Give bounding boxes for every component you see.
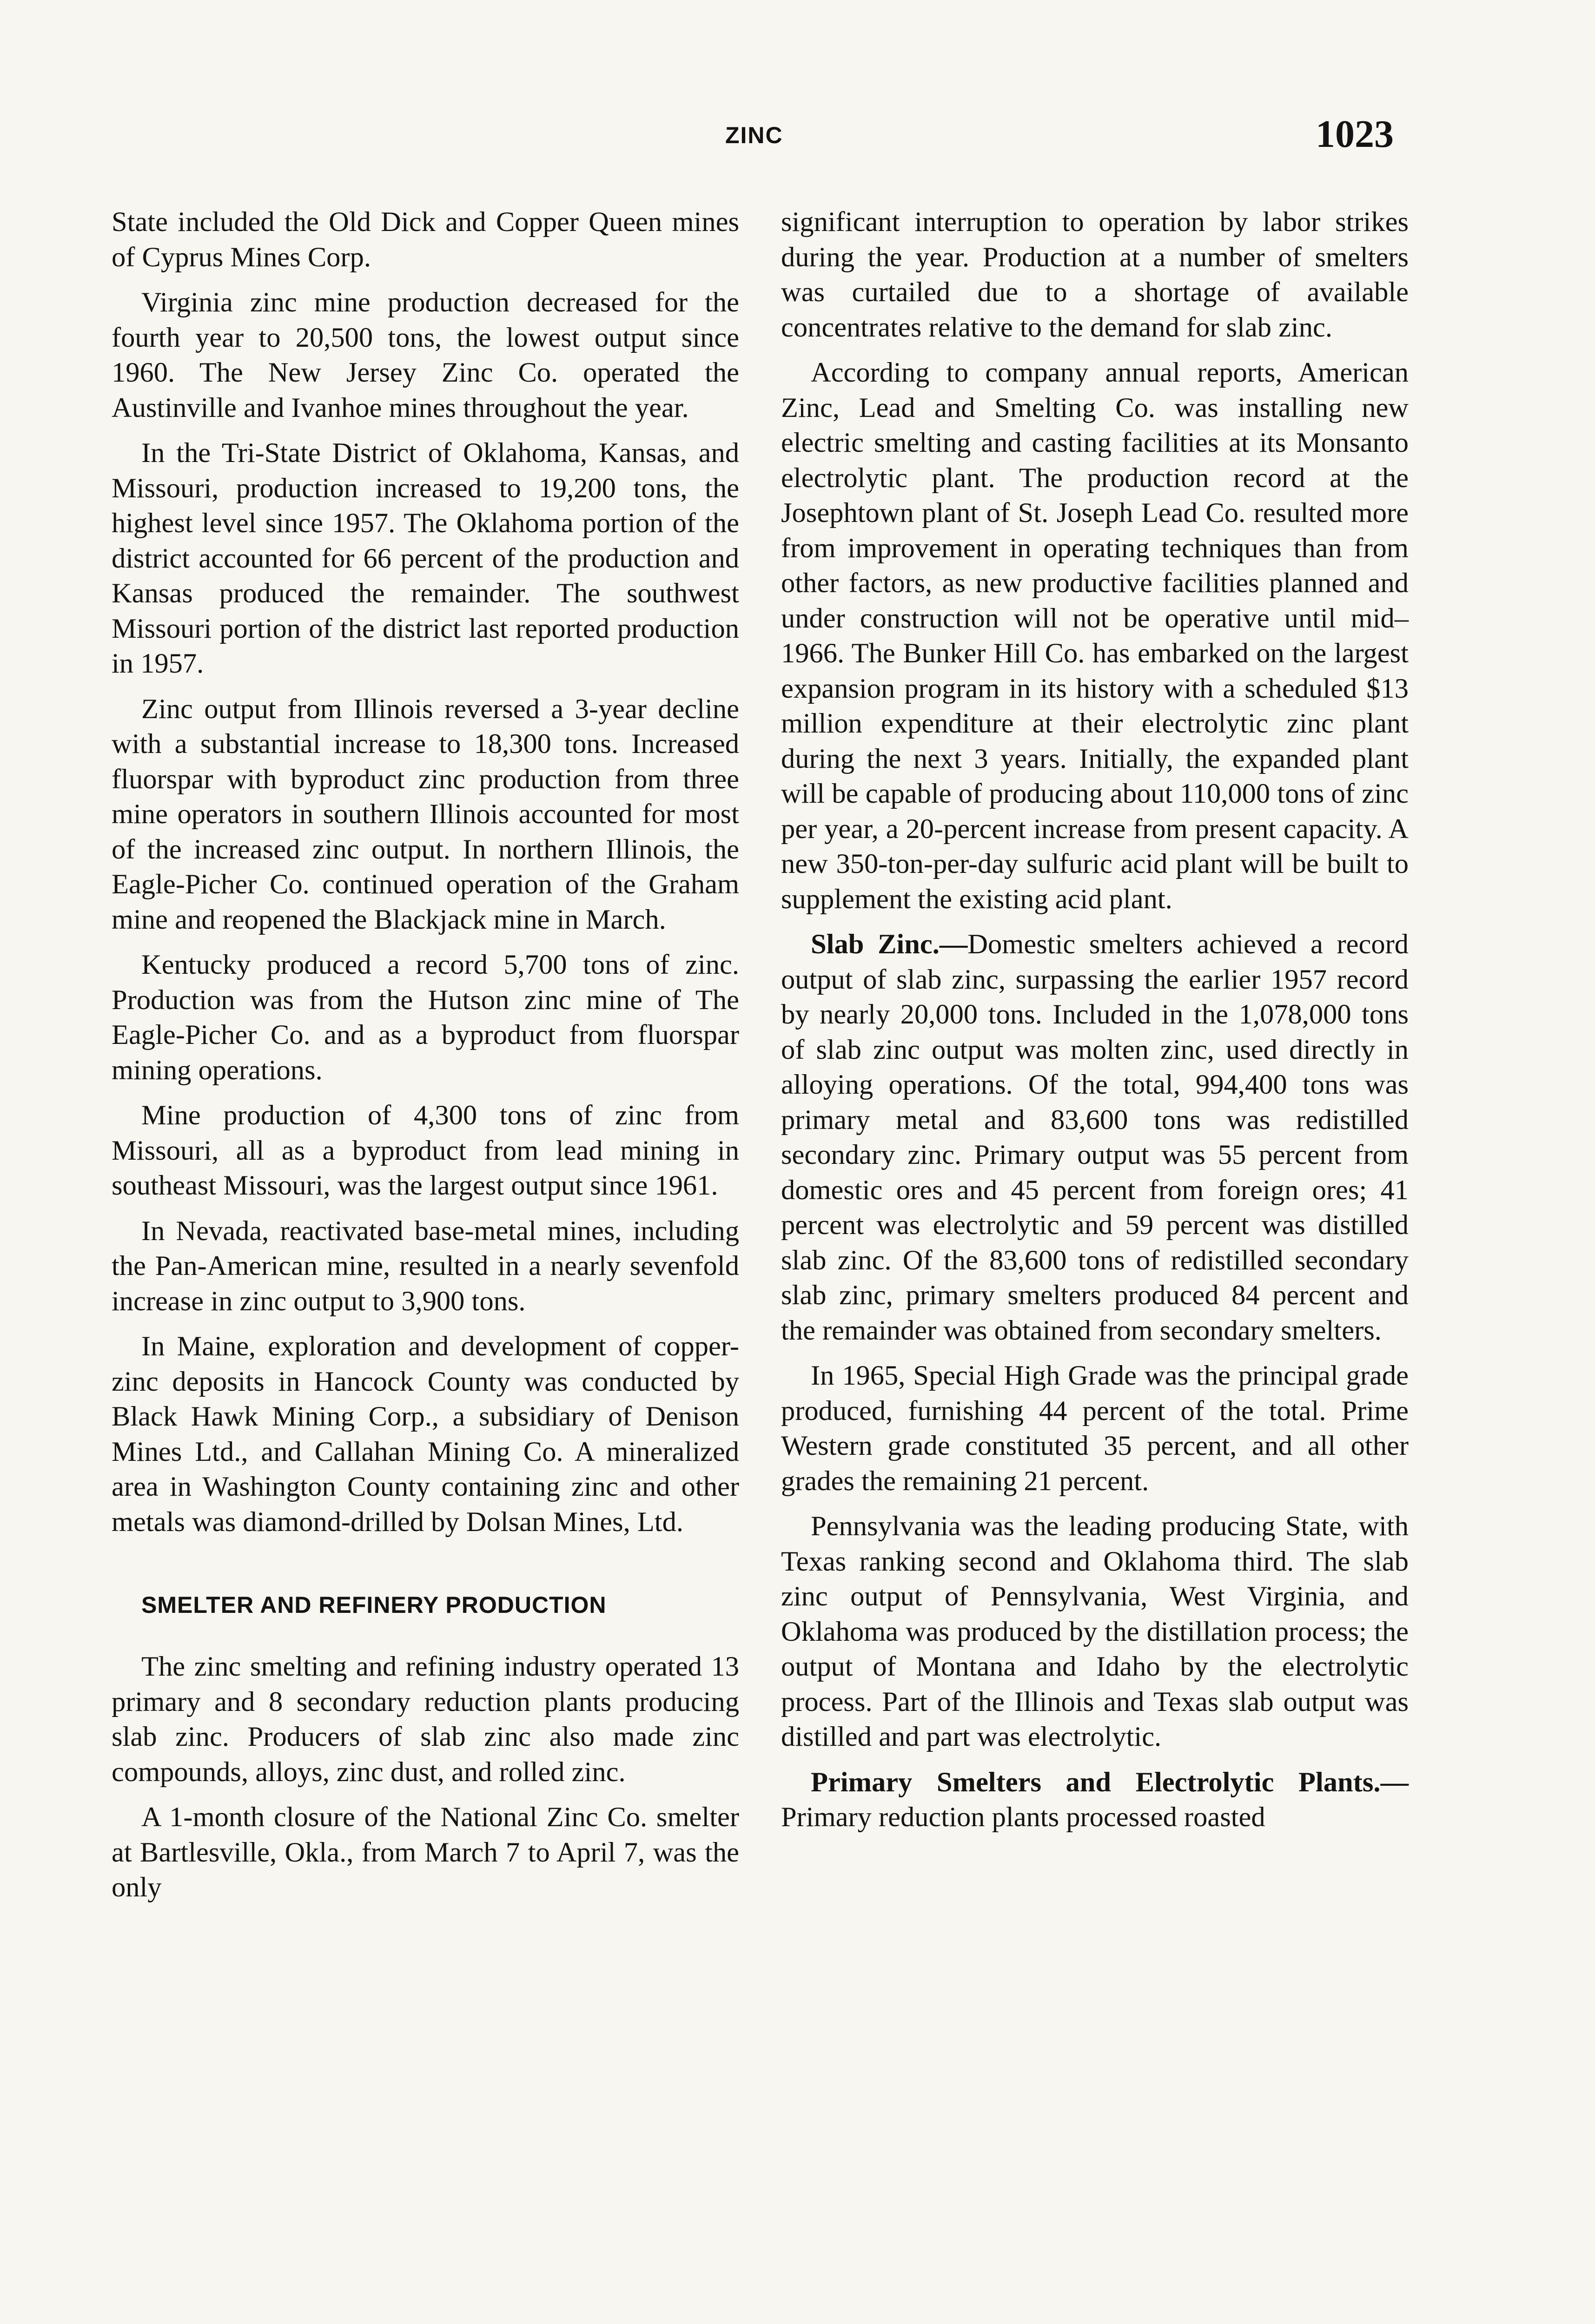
primary-smelters-paragraph <box>781 1765 1409 1835</box>
paragraph: State included the Old Dick and Copper Queen mines of Cyprus Mines Corp. <box>112 206 739 273</box>
section-heading: SMELTER AND REFINERY PRODUCTION <box>141 1592 607 1618</box>
page-number: 1023 <box>1316 112 1394 156</box>
paragraph: Kentucky produced a record 5,700 tons of zinc. Production was from the Hutson zinc mine of The Eagle-Picher Co. and as a byproduct from fluorspar mining operations. <box>112 949 739 1086</box>
paragraph: In Nevada, reactivated base-metal mines, including the Pan-American mine, resulted in a nearly sevenfold increase in zinc output to 3,900 tons. <box>112 1215 739 1317</box>
right-column <box>781 205 1409 1845</box>
slab-zinc-paragraph <box>781 927 1409 1348</box>
paragraph: Virginia zinc mine production decreased for the fourth year to 20,500 tons, the lowest output since 1960. The New Jersey Zinc Co. operated the Austinville and Ivanhoe mines throughout the year. <box>112 287 739 423</box>
paragraph: Mine production of 4,300 tons of zinc from Missouri, all as a byproduct from lead mining in southeast Missouri, was the largest output since 1961. <box>112 1100 739 1201</box>
paragraph: In the Tri-State District of Oklahoma, Kansas, and Missouri, production increased to 19,200 tons, the highest level since 1957. The Oklahoma portion of the district accounted for 66 percent of the production and Kansas produced the remainder. The southwest Missouri portion of the district last reported production in 1957. <box>112 437 739 679</box>
paragraph: In 1965, Special High Grade was the principal grade produced, furnishing 44 percent of the total. Prime Western grade constituted 35 percent, and all other grades the remaining 21 percent. <box>781 1360 1409 1497</box>
paragraph: In Maine, exploration and development of copper-zinc deposits in Hancock County was conducted by Black Hawk Mining Corp., a subsidiary of Denison Mines Ltd., and Callahan Mining Co. A mineralized area in Washington County containing zinc and other metals was diamond-drilled by Dolsan Mines, Ltd. <box>112 1331 739 1538</box>
left-column <box>112 205 739 1915</box>
paragraph-text: Primary reduction plants processed roasted <box>781 1802 1265 1833</box>
paragraph: According to company annual reports, American Zinc, Lead and Smelting Co. was installing new electric smelting and casting facilities at its Monsanto electrolytic plant. The production record at the Josephtown plant of St. Joseph Lead Co. resulted more from improvement in operating techniques than from other factors, as new productive facilities planned and under construction will not be operative until mid–1966. The Bunker Hill Co. has embarked on the largest expansion program in its history with a scheduled $13 million expenditure at their electrolytic zinc plant during the next 3 years. Initially, the expanded plant will be capable of producing about 110,000 tons of zinc per year, a 20-percent increase from present capacity. A new 350-ton-per-day sulfuric acid plant will be built to supplement the existing acid plant. <box>781 357 1409 915</box>
paragraph: The zinc smelting and refining industry operated 13 primary and 8 secondary reduction plants producing slab zinc. Producers of slab zinc also made zinc compounds, alloys, zinc dust, and rolled zinc. <box>112 1651 739 1788</box>
running-header-title: ZINC <box>725 122 783 148</box>
run-in-heading: Slab Zinc.— <box>811 929 968 960</box>
paragraph: Zinc output from Illinois reversed a 3-year decline with a substantial increase to 18,300 tons. Increased fluorspar with byproduct zinc production from three mine operators in southern Illinois accounted for most of the increased zinc output. In northern Illinois, the Eagle-Picher Co. continued operation of the Graham mine and reopened the Blackjack mine in March. <box>112 693 739 935</box>
paragraph-text: Domestic smelters achieved a record output of slab zinc, surpassing the earlier 1957 record by nearly 20,000 tons. Included in the 1,078,000 tons of slab zinc output was molten zinc, used directly in alloying operations. Of the total, 994,400 tons was primary metal and 83,600 tons was redistilled secondary zinc. Primary output was 55 percent from domestic ores and 45 percent from foreign ores; 41 percent was electrolytic and 59 percent was distilled slab zinc. Of the 83,600 tons of redistilled secondary slab zinc, primary smelters produced 84 percent and the remainder was obtained from secondary smelters. <box>781 929 1409 1346</box>
run-in-heading: Primary Smelters and Electrolytic Plants.— <box>811 1766 1409 1798</box>
paragraph: Pennsylvania was the leading producing State, with Texas ranking second and Oklahoma third. The slab zinc output of Pennsylvania, West Virginia, and Oklahoma was produced by the distillation process; the output of Montana and Idaho by the electrolytic process. Part of the Illinois and Texas slab output was distilled and part was electrolytic. <box>781 1511 1409 1752</box>
paragraph: significant interruption to operation by labor strikes during the year. Production at a number of smelters was curtailed due to a shortage of available concentrates relative to the demand for slab zinc. <box>781 206 1409 343</box>
paragraph: A 1-month closure of the National Zinc Co. smelter at Bartlesville, Okla., from March 7 to April 7, was the only <box>112 1802 739 1903</box>
